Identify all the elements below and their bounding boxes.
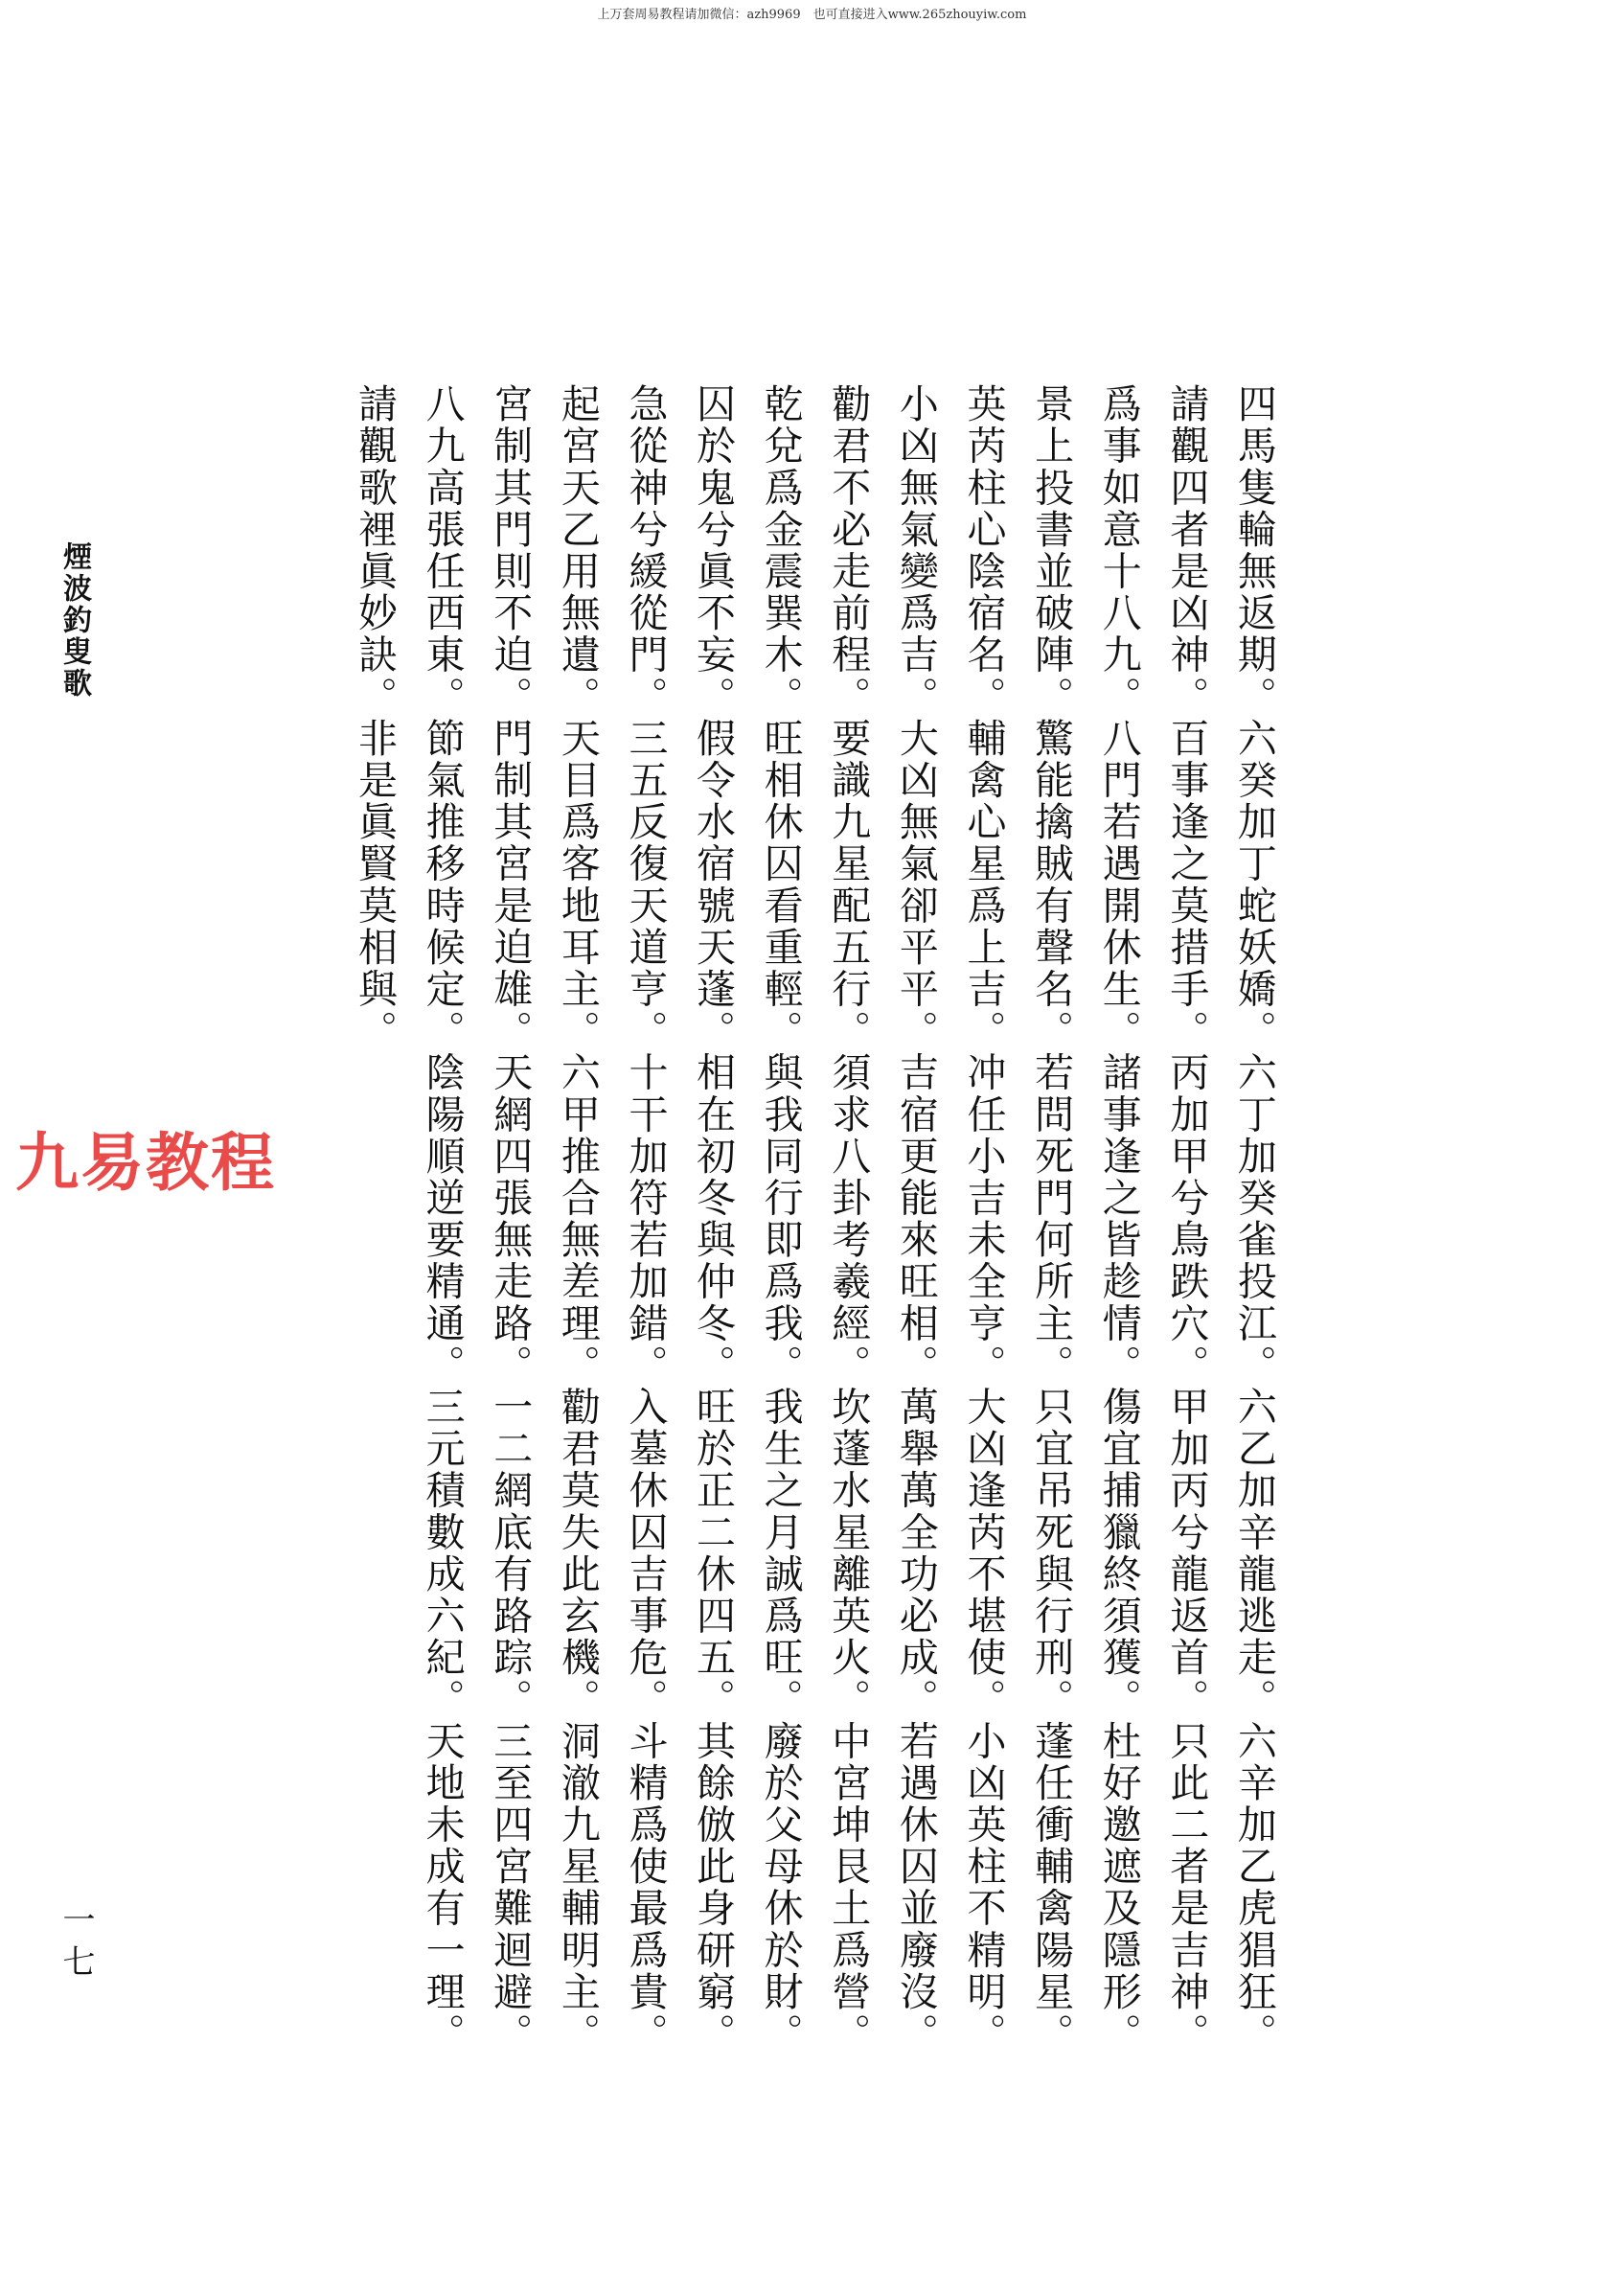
verse-column-8: 乾兌爲金震巽木。旺相休囚看重輕。與我同行即爲我。我生之月誠爲旺。廢於父母休於財。 <box>757 383 804 2055</box>
verse-column-7: 勸君不必走前程。要識九星配五行。須求八卦考羲經。坎蓬水星離英火。中宮坤艮土爲營。 <box>825 383 872 2055</box>
verse-column-4: 景上投書並破陣。驚能擒賊有聲名。若問死門何所主。只宜吊死與行刑。蓬任衝輔禽陽星。 <box>1028 383 1075 2055</box>
verse-column-12: 宮制其門則不迫。門制其宮是迫雄。天網四張無走路。一二網底有路踪。三至四宮難迴避。 <box>487 383 534 2055</box>
verse-column-10: 急從神兮緩從門。三五反復天道亨。十干加符若加錯。入墓休囚吉事危。斗精爲使最爲貴。 <box>622 383 669 2055</box>
verse-column-11: 起宮天乙用無遺。天目爲客地耳主。六甲推合無差理。勸君莫失此玄機。洞澈九星輔明主。 <box>554 383 601 2055</box>
header-note: 上万套周易教程请加微信：azh9969 也可直接进入www.265zhouyiw.com <box>597 8 1027 22</box>
book-title: 煙波釣叟歌 <box>57 541 91 700</box>
verse-column-14: 請觀歌裡眞妙訣。非是眞賢莫相與。 <box>352 383 398 1052</box>
verse-column-13: 八九高張任西東。節氣推移時候定。陰陽順逆要精通。三元積數成六紀。天地未成有一理。 <box>419 383 466 2055</box>
page-number: 一七 <box>57 1902 95 1986</box>
verse-column-3: 爲事如意十八九。八門若遇開休生。諸事逢之皆趁情。傷宜捕獵終須獲。杜好邀遮及隱形。 <box>1095 383 1142 2055</box>
verse-column-2: 請觀四者是凶神。百事逢之莫措手。丙加甲兮鳥跌穴。甲加丙兮龍返首。只此二者是吉神。 <box>1163 383 1210 2055</box>
verse-column-5: 英芮柱心陰宿名。輔禽心星爲上吉。冲任小吉未全亨。大凶逢芮不堪使。小凶英柱不精明。 <box>960 383 1007 2055</box>
verse-column-1: 四馬隻輪無返期。六癸加丁蛇妖嬌。六丁加癸雀投江。六乙加辛龍逃走。六辛加乙虎猖狂。 <box>1230 383 1277 2055</box>
watermark-logo: 九易教程 <box>15 1126 276 1200</box>
verse-column-6: 小凶無氣變爲吉。大凶無氣卻平平。吉宿更能來旺相。萬舉萬全功必成。若遇休囚並廢沒。 <box>892 383 939 2055</box>
verse-column-9: 囚於鬼兮眞不妄。假令水宿號天蓬。相在初冬與仲冬。旺於正二休四五。其餘倣此身研窮。 <box>690 383 737 2055</box>
verse-text-block <box>345 383 1284 2055</box>
